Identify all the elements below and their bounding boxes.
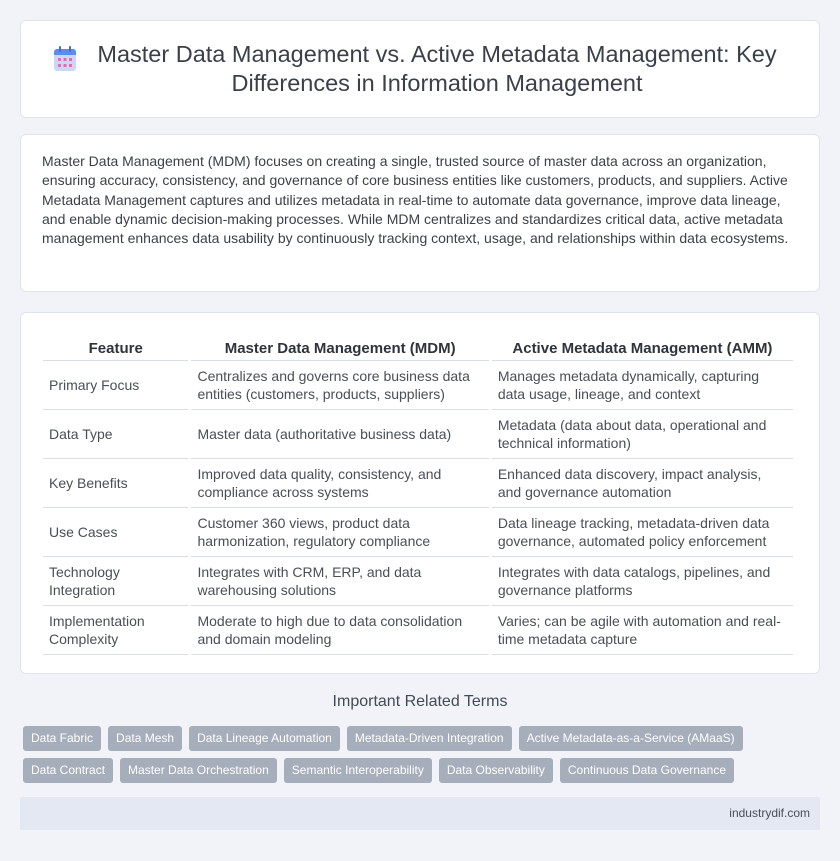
feature-cell: Technology Integration — [43, 557, 188, 606]
tag-active-metadata-as-a-service[interactable]: Active Metadata-as-a-Service (AMaaS) — [519, 726, 743, 751]
table-row — [43, 410, 793, 459]
tag-data-lineage-automation[interactable]: Data Lineage Automation — [189, 726, 340, 751]
tag-semantic-interoperability[interactable]: Semantic Interoperability — [284, 758, 432, 783]
footer — [20, 797, 820, 830]
header-amm: Active Metadata Management (AMM) — [492, 333, 793, 361]
mdm-cell: Master data (authoritative business data) — [191, 410, 488, 459]
amm-cell: Data lineage tracking, metadata-driven data governance, automated policy enforcement — [492, 508, 793, 557]
table-row — [43, 508, 793, 557]
amm-cell: Metadata (data about data, operational and technical information) — [492, 410, 793, 459]
table-row — [43, 606, 793, 655]
header-mdm: Master Data Management (MDM) — [191, 333, 488, 361]
tag-metadata-driven-integration[interactable]: Metadata-Driven Integration — [347, 726, 512, 751]
tag-data-fabric[interactable]: Data Fabric — [23, 726, 101, 751]
tag-data-observability[interactable]: Data Observability — [439, 758, 553, 783]
comparison-table-card — [20, 312, 820, 674]
page-title: Master Data Management vs. Active Metadata Management: Key Differences in Information Management — [97, 41, 777, 96]
mdm-cell: Integrates with CRM, ERP, and data warehousing solutions — [191, 557, 488, 606]
feature-cell: Implementation Complexity — [43, 606, 188, 655]
mdm-cell: Customer 360 views, product data harmonization, regulatory compliance — [191, 508, 488, 557]
amm-cell: Enhanced data discovery, impact analysis, and governance automation — [492, 459, 793, 508]
table-row — [43, 361, 793, 410]
feature-cell: Use Cases — [43, 508, 188, 557]
tag-row — [23, 758, 823, 783]
mdm-cell: Moderate to high due to data consolidation and domain modeling — [191, 606, 488, 655]
table-header-row — [43, 333, 793, 361]
tag-data-contract[interactable]: Data Contract — [23, 758, 113, 783]
tag-row — [23, 726, 823, 751]
table-row — [43, 557, 793, 606]
tag-master-data-orchestration[interactable]: Master Data Orchestration — [120, 758, 277, 783]
mdm-cell: Improved data quality, consistency, and compliance across systems — [191, 459, 488, 508]
tag-continuous-data-governance[interactable]: Continuous Data Governance — [560, 758, 734, 783]
title-card — [20, 20, 820, 118]
intro-paragraph: Master Data Management (MDM) focuses on creating a single, trusted source of master data across an organization, ensuring accuracy, consistency, and governance of core business entities like customers, products, and suppliers. Active Metadata Management captures and utilizes metadata in real-time to automate data governance, improve data lineage, and enable dynamic decision-making processes. While MDM centralizes and standardizes critical data, active metadata management enhances data usability by continuously tracking context, usage, and relationships within data ecosystems. — [42, 153, 789, 247]
related-terms-tags — [23, 726, 823, 790]
amm-cell: Integrates with data catalogs, pipelines, and governance platforms — [492, 557, 793, 606]
comparison-table — [40, 333, 796, 655]
table-row — [43, 459, 793, 508]
amm-cell: Varies; can be agile with automation and real-time metadata capture — [492, 606, 793, 655]
feature-cell: Primary Focus — [43, 361, 188, 410]
header-feature: Feature — [43, 333, 188, 361]
intro-card — [20, 134, 820, 292]
mdm-cell: Centralizes and governs core business data entities (customers, products, suppliers) — [191, 361, 488, 410]
related-terms-heading: Important Related Terms — [332, 693, 508, 710]
tag-data-mesh[interactable]: Data Mesh — [108, 726, 182, 751]
footer-site[interactable]: industrydif.com — [729, 806, 810, 820]
feature-cell: Key Benefits — [43, 459, 188, 508]
amm-cell: Manages metadata dynamically, capturing data usage, lineage, and context — [492, 361, 793, 410]
feature-cell: Data Type — [43, 410, 188, 459]
